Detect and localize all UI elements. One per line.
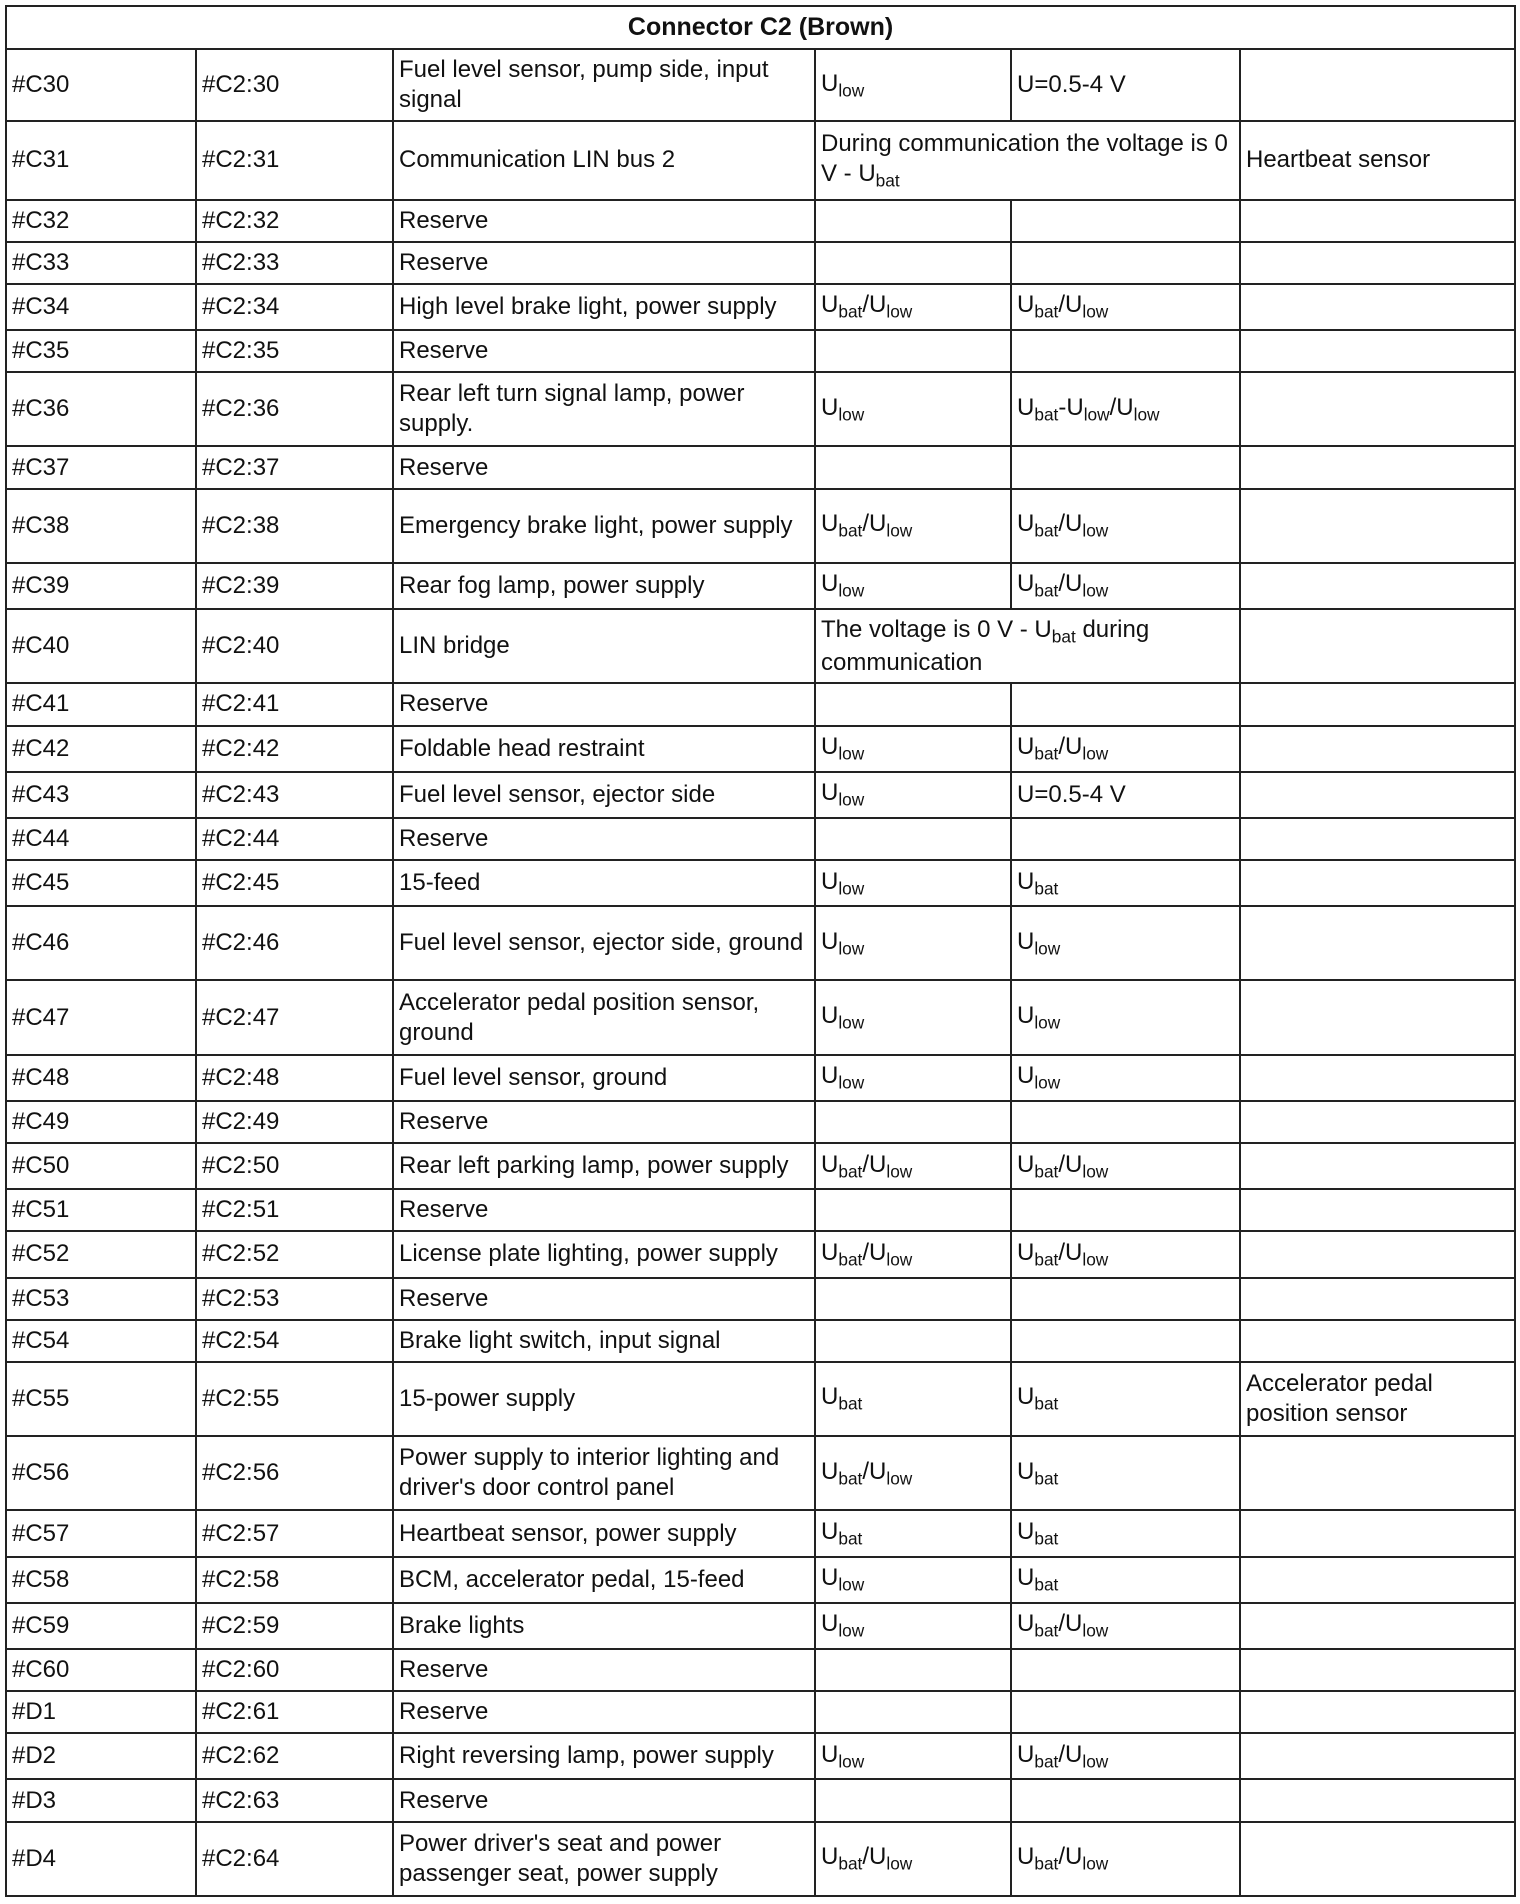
description-cell: Accelerator pedal position sensor, ground bbox=[393, 980, 815, 1054]
voltage-2-cell: $U_{low}$ bbox=[1011, 1055, 1240, 1101]
note-cell bbox=[1240, 906, 1515, 980]
table-row bbox=[6, 330, 1515, 372]
table-row bbox=[6, 1362, 1515, 1436]
voltage-2-cell: $U_{bat}/U_{low}$ bbox=[1011, 1733, 1240, 1779]
table-row bbox=[6, 121, 1515, 199]
voltage-2-cell: $U_{bat}/U_{low}$ bbox=[1011, 1143, 1240, 1189]
voltage-1-cell bbox=[815, 1691, 1011, 1733]
voltage-2-cell: $U_{low}$ bbox=[1011, 906, 1240, 980]
voltage-1-cell bbox=[815, 1278, 1011, 1320]
pin-id-cell: #C31 bbox=[6, 121, 196, 199]
note-cell bbox=[1240, 1101, 1515, 1143]
note-cell bbox=[1240, 489, 1515, 563]
description-cell: Communication LIN bus 2 bbox=[393, 121, 815, 199]
voltage-2-cell: $U_{bat}/U_{low}$ bbox=[1011, 563, 1240, 609]
description-cell: Fuel level sensor, ground bbox=[393, 1055, 815, 1101]
note-cell bbox=[1240, 1510, 1515, 1556]
voltage-1-cell bbox=[815, 818, 1011, 860]
voltage-1-cell bbox=[815, 242, 1011, 284]
table-row bbox=[6, 1557, 1515, 1603]
table-title: Connector C2 (Brown) bbox=[6, 6, 1515, 49]
connector-pin-cell: #C2:62 bbox=[196, 1733, 393, 1779]
connector-pin-cell: #C2:30 bbox=[196, 49, 393, 121]
note-cell bbox=[1240, 860, 1515, 906]
voltage-1-cell: $U_{low}$ bbox=[815, 906, 1011, 980]
voltage-1-cell bbox=[815, 1189, 1011, 1231]
pin-id-cell: #C51 bbox=[6, 1189, 196, 1231]
voltage-1-cell bbox=[815, 446, 1011, 488]
pin-id-cell: #C40 bbox=[6, 609, 196, 683]
table-row bbox=[6, 726, 1515, 772]
table-row bbox=[6, 906, 1515, 980]
table-row bbox=[6, 200, 1515, 242]
voltage-2-cell: $U_{bat}$ bbox=[1011, 1436, 1240, 1510]
voltage-1-cell: $U_{low}$ bbox=[815, 1603, 1011, 1649]
pin-id-cell: #C58 bbox=[6, 1557, 196, 1603]
description-cell: Rear left turn signal lamp, power supply. bbox=[393, 372, 815, 446]
pin-id-cell: #C57 bbox=[6, 1510, 196, 1556]
table-row bbox=[6, 1779, 1515, 1821]
pin-id-cell: #C32 bbox=[6, 200, 196, 242]
table-row bbox=[6, 1189, 1515, 1231]
description-cell: Brake light switch, input signal bbox=[393, 1320, 815, 1362]
description-cell: Rear left parking lamp, power supply bbox=[393, 1143, 815, 1189]
table-row bbox=[6, 1143, 1515, 1189]
pin-id-cell: #C50 bbox=[6, 1143, 196, 1189]
note-cell: Accelerator pedal position sensor bbox=[1240, 1362, 1515, 1436]
table-row bbox=[6, 372, 1515, 446]
voltage-2-cell bbox=[1011, 1649, 1240, 1691]
voltage-2-cell bbox=[1011, 818, 1240, 860]
description-cell: Reserve bbox=[393, 1189, 815, 1231]
description-cell: Heartbeat sensor, power supply bbox=[393, 1510, 815, 1556]
connector-pin-cell: #C2:34 bbox=[196, 284, 393, 330]
connector-pin-cell: #C2:33 bbox=[196, 242, 393, 284]
note-cell: Heartbeat sensor bbox=[1240, 121, 1515, 199]
voltage-1-cell bbox=[815, 1649, 1011, 1691]
note-cell bbox=[1240, 1055, 1515, 1101]
voltage-span-cell: During communication the voltage is 0 V - $U_{bat}$ bbox=[815, 121, 1240, 199]
note-cell bbox=[1240, 242, 1515, 284]
description-cell: Fuel level sensor, ejector side, ground bbox=[393, 906, 815, 980]
table-row bbox=[6, 242, 1515, 284]
table-row bbox=[6, 1278, 1515, 1320]
connector-pin-cell: #C2:51 bbox=[196, 1189, 393, 1231]
description-cell: Power driver's seat and power passenger seat, power supply bbox=[393, 1822, 815, 1896]
voltage-1-cell bbox=[815, 1779, 1011, 1821]
note-cell bbox=[1240, 726, 1515, 772]
voltage-1-cell: $U_{bat}/U_{low}$ bbox=[815, 489, 1011, 563]
connector-pin-cell: #C2:41 bbox=[196, 683, 393, 725]
pin-id-cell: #D2 bbox=[6, 1733, 196, 1779]
table-row bbox=[6, 1510, 1515, 1556]
pin-id-cell: #C42 bbox=[6, 726, 196, 772]
connector-pin-cell: #C2:59 bbox=[196, 1603, 393, 1649]
table-row bbox=[6, 1822, 1515, 1896]
pin-id-cell: #C37 bbox=[6, 446, 196, 488]
table-row bbox=[6, 1733, 1515, 1779]
voltage-1-cell: $U_{low}$ bbox=[815, 726, 1011, 772]
note-cell bbox=[1240, 1189, 1515, 1231]
connector-pin-cell: #C2:35 bbox=[196, 330, 393, 372]
description-cell: Reserve bbox=[393, 200, 815, 242]
note-cell bbox=[1240, 1278, 1515, 1320]
pin-id-cell: #C54 bbox=[6, 1320, 196, 1362]
table-row bbox=[6, 563, 1515, 609]
connector-pin-cell: #C2:58 bbox=[196, 1557, 393, 1603]
table-row bbox=[6, 980, 1515, 1054]
pin-id-cell: #C44 bbox=[6, 818, 196, 860]
voltage-1-cell: $U_{low}$ bbox=[815, 1557, 1011, 1603]
voltage-2-cell bbox=[1011, 1189, 1240, 1231]
note-cell bbox=[1240, 1603, 1515, 1649]
description-cell: BCM, accelerator pedal, 15-feed bbox=[393, 1557, 815, 1603]
table-row bbox=[6, 1436, 1515, 1510]
note-cell bbox=[1240, 1649, 1515, 1691]
pin-id-cell: #C46 bbox=[6, 906, 196, 980]
description-cell: Emergency brake light, power supply bbox=[393, 489, 815, 563]
connector-pin-cell: #C2:48 bbox=[196, 1055, 393, 1101]
pin-id-cell: #C59 bbox=[6, 1603, 196, 1649]
voltage-1-cell: $U_{low}$ bbox=[815, 372, 1011, 446]
voltage-1-cell: $U_{bat}/U_{low}$ bbox=[815, 1231, 1011, 1277]
pin-id-cell: #C55 bbox=[6, 1362, 196, 1436]
connector-pin-cell: #C2:31 bbox=[196, 121, 393, 199]
pin-id-cell: #C49 bbox=[6, 1101, 196, 1143]
pin-id-cell: #C47 bbox=[6, 980, 196, 1054]
description-cell: Reserve bbox=[393, 1278, 815, 1320]
description-cell: Rear fog lamp, power supply bbox=[393, 563, 815, 609]
voltage-1-cell: $U_{bat}$ bbox=[815, 1510, 1011, 1556]
description-cell: Reserve bbox=[393, 1779, 815, 1821]
table-row bbox=[6, 49, 1515, 121]
connector-pin-cell: #C2:61 bbox=[196, 1691, 393, 1733]
connector-pin-cell: #C2:54 bbox=[196, 1320, 393, 1362]
connector-pin-cell: #C2:44 bbox=[196, 818, 393, 860]
pin-id-cell: #C52 bbox=[6, 1231, 196, 1277]
description-cell: LIN bridge bbox=[393, 609, 815, 683]
voltage-2-cell bbox=[1011, 1320, 1240, 1362]
note-cell bbox=[1240, 284, 1515, 330]
table-body bbox=[6, 49, 1515, 1896]
voltage-2-cell: U=0.5-4 V bbox=[1011, 772, 1240, 818]
voltage-1-cell bbox=[815, 200, 1011, 242]
connector-pin-cell: #C2:50 bbox=[196, 1143, 393, 1189]
table-row bbox=[6, 1055, 1515, 1101]
table-row bbox=[6, 489, 1515, 563]
pin-id-cell: #C34 bbox=[6, 284, 196, 330]
voltage-1-cell: $U_{bat}/U_{low}$ bbox=[815, 1436, 1011, 1510]
voltage-2-cell bbox=[1011, 1779, 1240, 1821]
connector-pin-cell: #C2:39 bbox=[196, 563, 393, 609]
description-cell: Reserve bbox=[393, 446, 815, 488]
table-row bbox=[6, 818, 1515, 860]
voltage-2-cell: $U_{bat}$ bbox=[1011, 1510, 1240, 1556]
note-cell bbox=[1240, 563, 1515, 609]
note-cell bbox=[1240, 1691, 1515, 1733]
voltage-1-cell bbox=[815, 1101, 1011, 1143]
voltage-span-cell: The voltage is 0 V - $U_{bat}$ during communication bbox=[815, 609, 1240, 683]
table-row bbox=[6, 1231, 1515, 1277]
voltage-2-cell: $U_{bat}/U_{low}$ bbox=[1011, 489, 1240, 563]
connector-pin-cell: #C2:47 bbox=[196, 980, 393, 1054]
description-cell: Brake lights bbox=[393, 1603, 815, 1649]
note-cell bbox=[1240, 818, 1515, 860]
description-cell: Fuel level sensor, pump side, input signal bbox=[393, 49, 815, 121]
connector-pin-cell: #C2:53 bbox=[196, 1278, 393, 1320]
voltage-2-cell: U=0.5-4 V bbox=[1011, 49, 1240, 121]
connector-pin-cell: #C2:64 bbox=[196, 1822, 393, 1896]
voltage-2-cell: $U_{bat}/U_{low}$ bbox=[1011, 1603, 1240, 1649]
voltage-1-cell bbox=[815, 330, 1011, 372]
pin-id-cell: #C35 bbox=[6, 330, 196, 372]
pin-id-cell: #C48 bbox=[6, 1055, 196, 1101]
voltage-2-cell: $U_{bat}/U_{low}$ bbox=[1011, 1231, 1240, 1277]
pin-id-cell: #C56 bbox=[6, 1436, 196, 1510]
note-cell bbox=[1240, 330, 1515, 372]
connector-pin-cell: #C2:38 bbox=[196, 489, 393, 563]
voltage-2-cell: $U_{bat}/U_{low}$ bbox=[1011, 726, 1240, 772]
note-cell bbox=[1240, 200, 1515, 242]
voltage-1-cell: $U_{bat}/U_{low}$ bbox=[815, 284, 1011, 330]
note-cell bbox=[1240, 772, 1515, 818]
note-cell bbox=[1240, 1733, 1515, 1779]
table-row bbox=[6, 1649, 1515, 1691]
description-cell: 15-feed bbox=[393, 860, 815, 906]
connector-pin-cell: #C2:36 bbox=[196, 372, 393, 446]
description-cell: Fuel level sensor, ejector side bbox=[393, 772, 815, 818]
description-cell: Foldable head restraint bbox=[393, 726, 815, 772]
table-row bbox=[6, 284, 1515, 330]
pin-id-cell: #C39 bbox=[6, 563, 196, 609]
connector-pin-cell: #C2:45 bbox=[196, 860, 393, 906]
voltage-2-cell: $U_{bat}/U_{low}$ bbox=[1011, 1822, 1240, 1896]
voltage-1-cell: $U_{low}$ bbox=[815, 1055, 1011, 1101]
connector-pin-cell: #C2:63 bbox=[196, 1779, 393, 1821]
connector-pin-cell: #C2:40 bbox=[196, 609, 393, 683]
pin-id-cell: #C43 bbox=[6, 772, 196, 818]
note-cell bbox=[1240, 683, 1515, 725]
table-row bbox=[6, 772, 1515, 818]
description-cell: Right reversing lamp, power supply bbox=[393, 1733, 815, 1779]
voltage-1-cell: $U_{low}$ bbox=[815, 980, 1011, 1054]
table-row bbox=[6, 609, 1515, 683]
pin-id-cell: #C53 bbox=[6, 1278, 196, 1320]
note-cell bbox=[1240, 446, 1515, 488]
voltage-2-cell bbox=[1011, 446, 1240, 488]
pin-id-cell: #D1 bbox=[6, 1691, 196, 1733]
note-cell bbox=[1240, 1436, 1515, 1510]
connector-pin-cell: #C2:55 bbox=[196, 1362, 393, 1436]
table-row bbox=[6, 1320, 1515, 1362]
description-cell: License plate lighting, power supply bbox=[393, 1231, 815, 1277]
connector-pin-cell: #C2:56 bbox=[196, 1436, 393, 1510]
voltage-1-cell: $U_{bat}/U_{low}$ bbox=[815, 1822, 1011, 1896]
connector-pin-cell: #C2:46 bbox=[196, 906, 393, 980]
description-cell: Reserve bbox=[393, 1691, 815, 1733]
note-cell bbox=[1240, 1320, 1515, 1362]
note-cell bbox=[1240, 372, 1515, 446]
pin-id-cell: #C33 bbox=[6, 242, 196, 284]
voltage-1-cell bbox=[815, 1320, 1011, 1362]
voltage-2-cell bbox=[1011, 1278, 1240, 1320]
description-cell: Reserve bbox=[393, 818, 815, 860]
connector-pin-cell: #C2:37 bbox=[196, 446, 393, 488]
note-cell bbox=[1240, 609, 1515, 683]
description-cell: Reserve bbox=[393, 242, 815, 284]
description-cell: Power supply to interior lighting and driver's door control panel bbox=[393, 1436, 815, 1510]
voltage-1-cell: $U_{low}$ bbox=[815, 49, 1011, 121]
voltage-2-cell: $U_{bat}$ bbox=[1011, 1557, 1240, 1603]
voltage-2-cell: $U_{low}$ bbox=[1011, 980, 1240, 1054]
pin-id-cell: #C36 bbox=[6, 372, 196, 446]
note-cell bbox=[1240, 1822, 1515, 1896]
table-row bbox=[6, 446, 1515, 488]
description-cell: 15-power supply bbox=[393, 1362, 815, 1436]
connector-table bbox=[5, 5, 1516, 1897]
connector-pin-cell: #C2:52 bbox=[196, 1231, 393, 1277]
note-cell bbox=[1240, 1779, 1515, 1821]
pin-id-cell: #D4 bbox=[6, 1822, 196, 1896]
voltage-1-cell: $U_{low}$ bbox=[815, 772, 1011, 818]
connector-pin-cell: #C2:43 bbox=[196, 772, 393, 818]
description-cell: Reserve bbox=[393, 1101, 815, 1143]
pin-id-cell: #D3 bbox=[6, 1779, 196, 1821]
pin-id-cell: #C41 bbox=[6, 683, 196, 725]
voltage-2-cell: $U_{bat}-U_{low}/U_{low}$ bbox=[1011, 372, 1240, 446]
voltage-1-cell: $U_{bat}$ bbox=[815, 1362, 1011, 1436]
table-row bbox=[6, 1101, 1515, 1143]
note-cell bbox=[1240, 1557, 1515, 1603]
note-cell bbox=[1240, 49, 1515, 121]
table-row bbox=[6, 683, 1515, 725]
description-cell: Reserve bbox=[393, 683, 815, 725]
voltage-1-cell: $U_{low}$ bbox=[815, 860, 1011, 906]
note-cell bbox=[1240, 1231, 1515, 1277]
connector-pin-cell: #C2:49 bbox=[196, 1101, 393, 1143]
voltage-1-cell: $U_{bat}/U_{low}$ bbox=[815, 1143, 1011, 1189]
voltage-2-cell bbox=[1011, 242, 1240, 284]
voltage-2-cell bbox=[1011, 330, 1240, 372]
pin-id-cell: #C30 bbox=[6, 49, 196, 121]
description-cell: Reserve bbox=[393, 330, 815, 372]
voltage-2-cell bbox=[1011, 1101, 1240, 1143]
table-row bbox=[6, 1603, 1515, 1649]
description-cell: Reserve bbox=[393, 1649, 815, 1691]
voltage-2-cell bbox=[1011, 1691, 1240, 1733]
connector-pin-cell: #C2:32 bbox=[196, 200, 393, 242]
pin-id-cell: #C38 bbox=[6, 489, 196, 563]
pin-id-cell: #C60 bbox=[6, 1649, 196, 1691]
connector-pin-cell: #C2:42 bbox=[196, 726, 393, 772]
connector-pin-cell: #C2:57 bbox=[196, 1510, 393, 1556]
voltage-2-cell: $U_{bat}$ bbox=[1011, 860, 1240, 906]
voltage-2-cell: $U_{bat}/U_{low}$ bbox=[1011, 284, 1240, 330]
pin-id-cell: #C45 bbox=[6, 860, 196, 906]
voltage-2-cell bbox=[1011, 683, 1240, 725]
note-cell bbox=[1240, 980, 1515, 1054]
description-cell: High level brake light, power supply bbox=[393, 284, 815, 330]
voltage-1-cell: $U_{low}$ bbox=[815, 563, 1011, 609]
voltage-1-cell: $U_{low}$ bbox=[815, 1733, 1011, 1779]
table-row bbox=[6, 860, 1515, 906]
connector-pin-cell: #C2:60 bbox=[196, 1649, 393, 1691]
voltage-1-cell bbox=[815, 683, 1011, 725]
table-row bbox=[6, 1691, 1515, 1733]
voltage-2-cell: $U_{bat}$ bbox=[1011, 1362, 1240, 1436]
note-cell bbox=[1240, 1143, 1515, 1189]
voltage-2-cell bbox=[1011, 200, 1240, 242]
